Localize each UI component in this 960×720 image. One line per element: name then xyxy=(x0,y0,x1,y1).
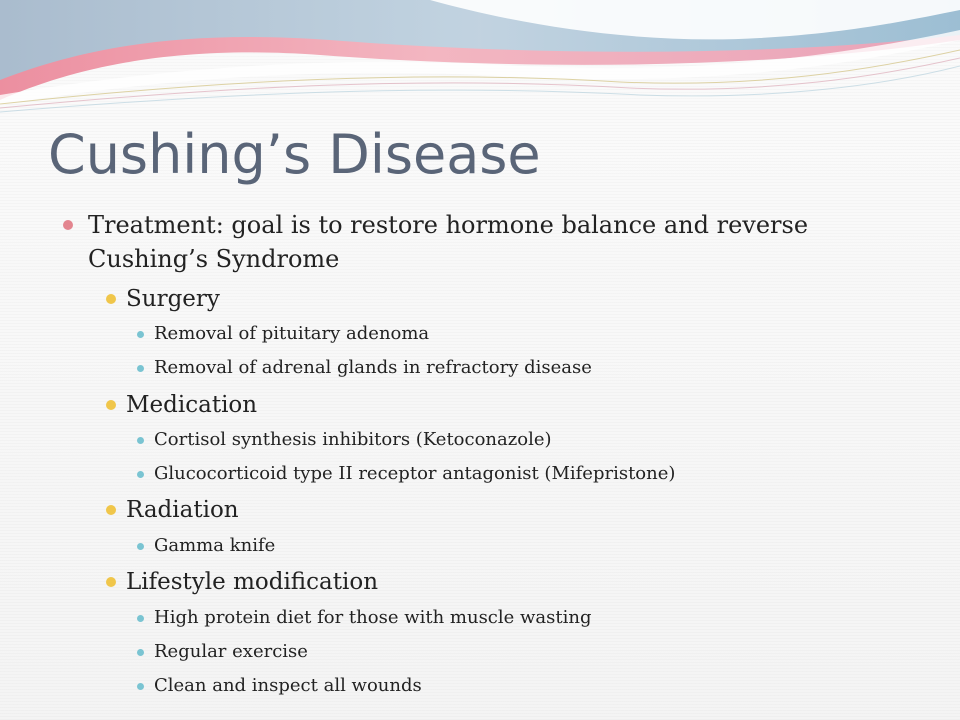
bullet-dot-level3 xyxy=(137,437,144,444)
detail-bullet-text: High protein diet for those with muscle wasting xyxy=(154,607,592,628)
bullet-dot-level2 xyxy=(106,505,116,515)
sub-bullet-medication xyxy=(126,390,257,420)
detail-bullet xyxy=(154,640,308,664)
bullet-dot-level3 xyxy=(137,331,144,338)
bullet-dot-level3 xyxy=(137,683,144,690)
detail-bullet-text: Regular exercise xyxy=(154,641,308,662)
detail-bullet xyxy=(154,534,275,558)
sub-bullet-radiation xyxy=(126,495,239,525)
bullet-dot-level3 xyxy=(137,543,144,550)
sub-bullet-label: Radiation xyxy=(126,497,239,523)
bullet-dot-level2 xyxy=(106,400,116,410)
bullet-dot-level3 xyxy=(137,471,144,478)
slide-title: Cushing’s Disease xyxy=(48,123,541,186)
detail-bullet-text: Clean and inspect all wounds xyxy=(154,675,422,696)
bullet-dot-level3 xyxy=(137,365,144,372)
detail-bullet xyxy=(154,462,675,486)
bullet-dot-level3 xyxy=(137,615,144,622)
main-bullet-text: Treatment: goal is to restore hormone balance and reverse Cushing’s Syndrome xyxy=(88,211,809,273)
detail-bullet xyxy=(154,606,592,630)
detail-bullet-text: Removal of pituitary adenoma xyxy=(154,323,430,344)
detail-bullet-text: Glucocorticoid type II receptor antagonist (Mifepristone) xyxy=(154,463,676,484)
bullet-dot-level2 xyxy=(106,577,116,587)
bullet-dot-level3 xyxy=(137,649,144,656)
detail-bullet xyxy=(154,674,422,698)
bullet-dot-level1 xyxy=(63,220,73,230)
detail-bullet-text: Gamma knife xyxy=(154,535,276,556)
header-wave-decoration xyxy=(0,0,960,120)
detail-bullet xyxy=(154,322,429,346)
detail-bullet-text: Removal of adrenal glands in refractory disease xyxy=(154,357,592,378)
sub-bullet-label: Lifestyle modification xyxy=(126,569,379,595)
sub-bullet-surgery xyxy=(126,284,220,314)
detail-bullet xyxy=(154,428,552,452)
sub-bullet-lifestyle xyxy=(126,567,378,597)
detail-bullet xyxy=(154,356,592,380)
sub-bullet-label: Surgery xyxy=(126,286,220,312)
sub-bullet-label: Medication xyxy=(126,392,258,418)
detail-bullet-text: Cortisol synthesis inhibitors (Ketoconazole) xyxy=(154,429,552,450)
main-bullet xyxy=(88,208,908,276)
bullet-dot-level2 xyxy=(106,294,116,304)
